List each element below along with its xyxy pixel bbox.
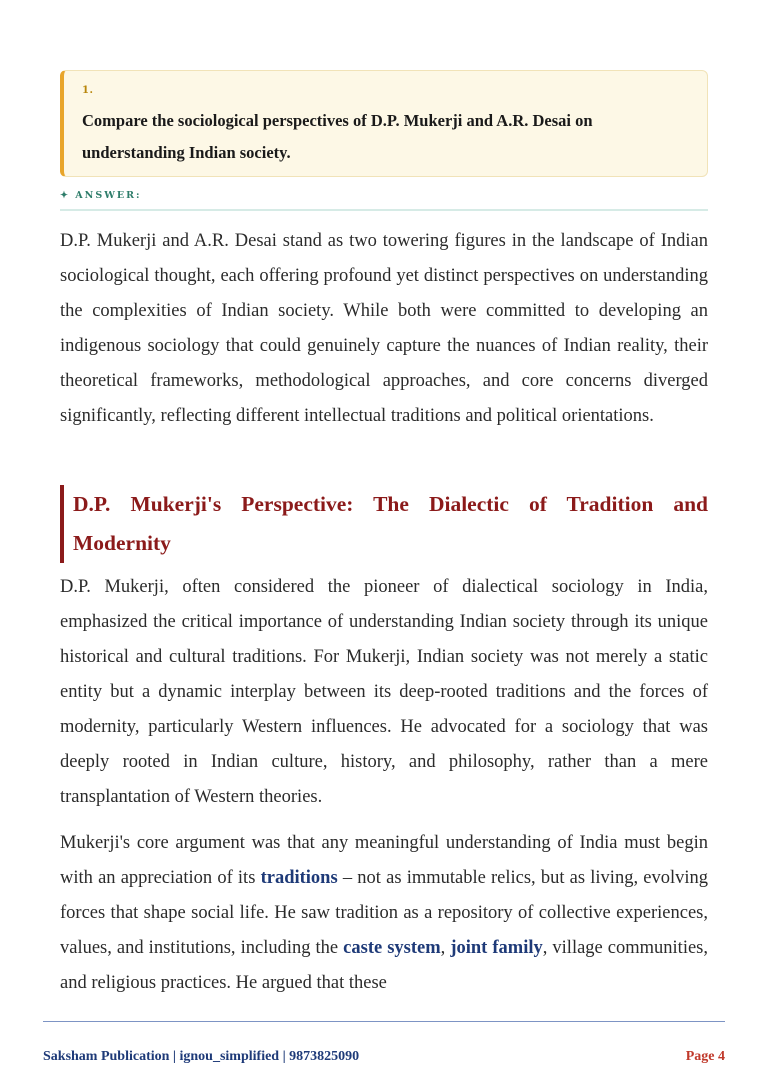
sparkle-icon: ✦ xyxy=(60,190,70,201)
answer-divider xyxy=(60,209,708,211)
keyword-traditions: traditions xyxy=(260,868,338,888)
section-heading-block xyxy=(60,485,708,563)
section-paragraph-2 xyxy=(60,826,708,1001)
answer-label-text: ANSWER: xyxy=(75,190,142,201)
intro-paragraph: D.P. Mukerji and A.R. Desai stand as two towering figures in the landscape of Indian sociological thought, each offering profound yet distinct perspectives on understanding the complexities of Indian society. While both were committed to developing an indigenous sociology that could genuinely capture the nuances of Indian reality, their theoretical frameworks, methodological approaches, and core concerns diverged significantly, reflecting different intellectual traditions and political orientations. xyxy=(60,231,708,426)
paragraph-text: , village communities, and religious practices. He argued that these xyxy=(60,938,708,993)
question-text: Compare the sociological perspectives of D.P. Mukerji and A.R. Desai on understanding Indian society. xyxy=(82,111,593,162)
answer-label xyxy=(60,190,142,201)
section-paragraph-1: D.P. Mukerji, often considered the pioneer of dialectical sociology in India, emphasized the critical importance of understanding Indian society through its unique historical and cultural traditions. For Mukerji, Indian society was not merely a static entity but a dynamic interplay between its deep-rooted traditions and the forces of modernity, particularly Western influences. He advocated for a sociology that was deeply rooted in Indian culture, history, and philosophy, rather than a mere transplantation of Western theories. xyxy=(60,577,708,807)
paragraph-text: Mukerji's core argument was that any meaningful understanding of India must begin with an appreciation of its xyxy=(60,833,708,888)
paragraph-text: , xyxy=(440,938,451,958)
section-heading: D.P. Mukerji's Perspective: The Dialectic of Tradition and Modernity xyxy=(73,492,708,555)
paragraph-text: – not as immutable relics, but as living, evolving forces that shape social life. He saw tradition as a repository of collective experiences, values, and institutions, including the xyxy=(60,868,708,958)
question-number: 1. xyxy=(82,85,94,96)
question-box xyxy=(60,70,708,177)
footer-publisher: Saksham Publication | ignou_simplified | 9873825090 xyxy=(43,1049,360,1064)
footer-divider xyxy=(43,1021,725,1022)
page-number: Page 4 xyxy=(685,1049,725,1064)
keyword-joint-family: joint family xyxy=(450,938,543,958)
keyword-caste-system: caste system xyxy=(343,938,441,958)
